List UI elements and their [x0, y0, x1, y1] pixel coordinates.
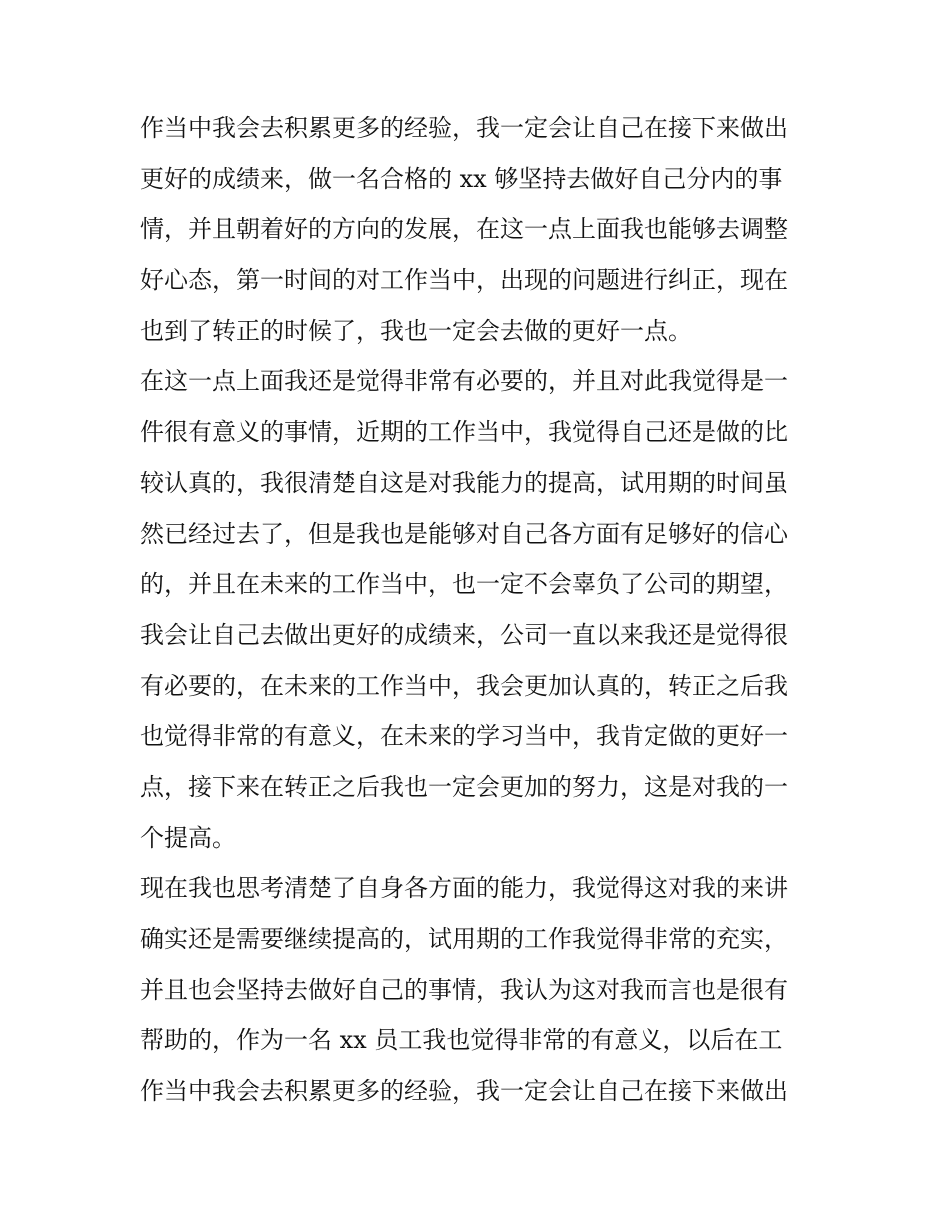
text-line: 并且也会坚持去做好自己的事情，我认为这对我而言也是很有 [140, 975, 788, 1004]
text-line: 我会让自己去做出更好的成绩来，公司一直以来我还是觉得很 [140, 620, 788, 649]
text-line: 个提高。 [140, 823, 236, 852]
text-line: 件很有意义的事情，近期的工作当中，我觉得自己还是做的比 [140, 418, 788, 447]
text-line: 的，并且在未来的工作当中，也一定不会辜负了公司的期望， [140, 570, 788, 599]
text-line: 较认真的，我很清楚自这是对我能力的提高，试用期的时间虽 [140, 468, 788, 497]
body-text [140, 103, 820, 1117]
text-line: 也觉得非常的有意义，在未来的学习当中，我肯定做的更好一 [140, 722, 788, 751]
text-line: 也到了转正的时候了，我也一定会去做的更好一点。 [140, 316, 692, 345]
text-line: 好心态，第一时间的对工作当中，出现的问题进行纠正，现在 [140, 266, 788, 295]
text-line: 情，并且朝着好的方向的发展，在这一点上面我也能够去调整 [140, 215, 788, 244]
text-line: 更好的成绩来，做一名合格的 xx 够坚持去做好自己分内的事 [140, 164, 783, 193]
text-line: 作当中我会去积累更多的经验，我一定会让自己在接下来做出 [140, 114, 788, 142]
text-line: 帮助的，作为一名 xx 员工我也觉得非常的有意义，以后在工 [140, 1026, 783, 1055]
text-line: 确实还是需要继续提高的，试用期的工作我觉得非常的充实， [140, 925, 788, 953]
text-line: 然已经过去了，但是我也是能够对自己各方面有足够好的信心 [140, 519, 788, 548]
text-line: 在这一点上面我还是觉得非常有必要的，并且对此我觉得是一 [140, 367, 788, 396]
text-line: 作当中我会去积累更多的经验，我一定会让自己在接下来做出 [140, 1077, 788, 1106]
text-line: 点，接下来在转正之后我也一定会更加的努力，这是对我的一 [140, 772, 788, 801]
text-line: 现在我也思考清楚了自身各方面的能力，我觉得这对我的来讲 [140, 874, 788, 903]
text-line: 有必要的，在未来的工作当中，我会更加认真的，转正之后我 [140, 671, 788, 700]
